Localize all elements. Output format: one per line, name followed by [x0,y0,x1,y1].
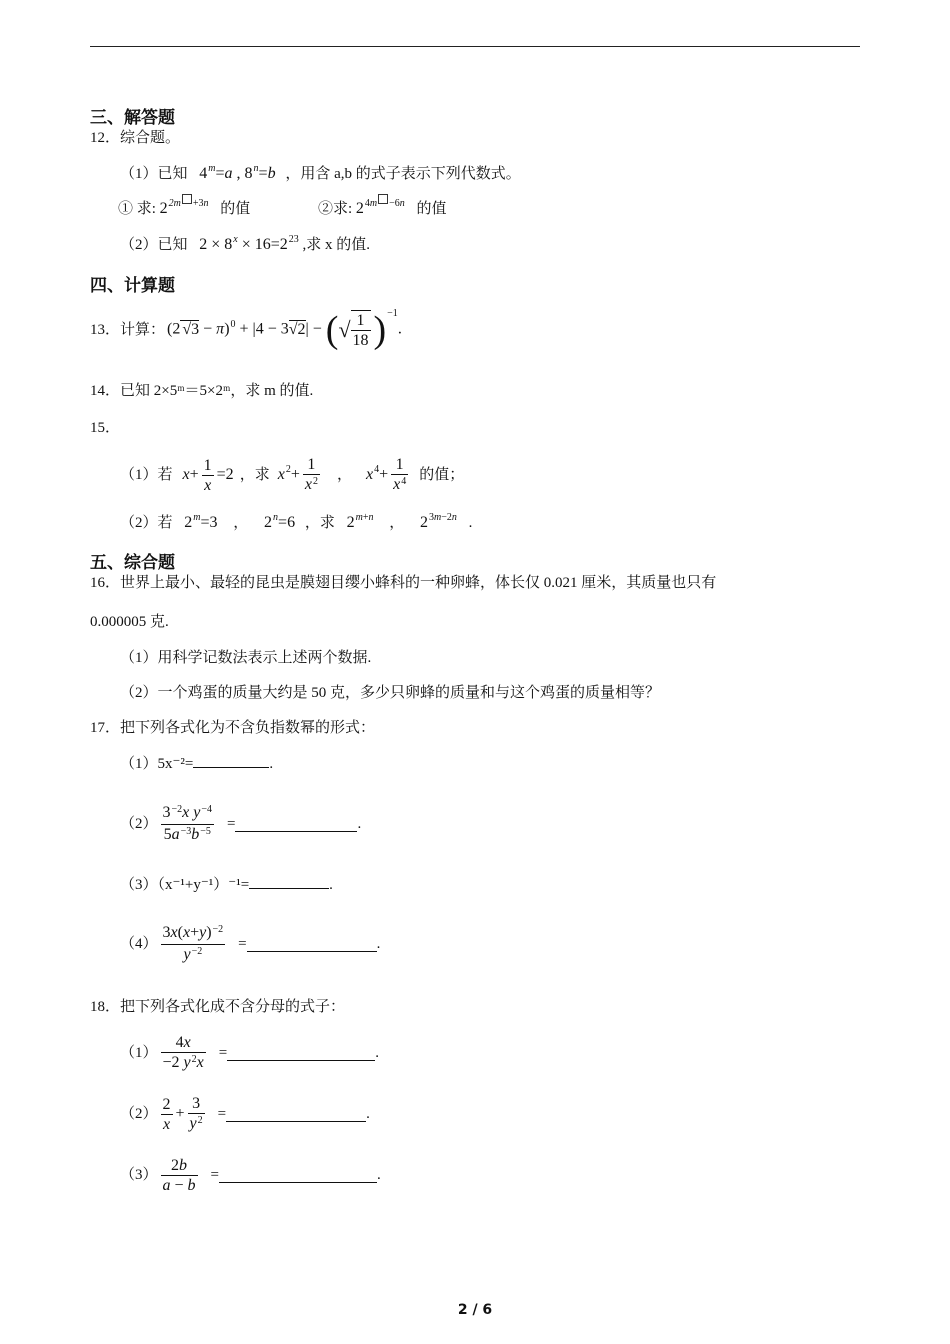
question-17-part-3: （3）（x⁻¹+y⁻¹）⁻¹= . [120,874,333,895]
question-17-part-1: （1）5x⁻²= . [120,753,273,774]
part-label: （4） [120,936,158,952]
formula-calc: (2 √3 − π)$^0$ + |4 − 3√2| − (√ $\frac{1}{18}$ )$^{-1}$. [167,307,402,351]
page-number: 2 / 6 [457,1302,493,1318]
answer-blank[interactable] [219,1168,377,1183]
part-text: 的值； [419,467,465,483]
question-number: 12． [90,130,121,146]
answer-blank[interactable] [249,874,329,889]
section-heading-4: 四、计算题 [90,276,175,296]
part-text: （1）5x⁻²= [120,756,194,772]
section-heading-3: 三、解答题 [90,108,175,128]
question-17-part-2: （2） $\frac{3^{-2}x y^{-4}}{5a^{-3}b^{-5}}$ = . [120,800,361,848]
formula-target-2: $2^{3m-2n}$ [419,512,457,531]
question-18-part-2: （2） $\frac{2}{x}$ + $\frac{3}{y^2}$ = . [120,1094,370,1133]
part-label: （2） [120,816,158,832]
question-16-part-2: （2）一个鸡蛋的质量大约是 50 克，多少只卵蜂的质量和与这个鸡蛋的质量相等？ [120,685,661,701]
part-text: ，求 [304,515,335,531]
formula-condition: x+ $\frac{1}{x}$ =2 [182,456,234,494]
part-label: （2）若 [120,515,173,531]
question-17-part-4: （4） $\frac{3x(x+y)^{-2}}{y^{-2}}$ = . [120,920,380,968]
formula-fraction: $\frac{2b}{a - b}$ [162,1156,196,1194]
part-text: ，用含 a,b 的式子表示下列代数式。 [285,166,521,182]
question-12-title [90,128,180,148]
formula-sub-1: $2^{2m +3n}$ [160,200,209,217]
formula-target-2: $x^4+$ $\frac{1}{x^4}$ [365,455,407,493]
formula-fraction: $\frac{3^{-2}x y^{-4}}{5a^{-3}b^{-5}}$ [162,803,212,843]
formula-equation: $2 \times 8^x \times 16=2^{23}$ [199,234,299,253]
question-13 [90,300,402,360]
part-label: （1）已知 [120,166,188,182]
question-18-part-3: （3） $\frac{2b}{a - b}$ = . [120,1156,381,1194]
section-heading-5: 五、综合题 [90,553,175,573]
question-12-sub-2 [318,199,447,221]
part-label: （1）若 [120,467,173,483]
sub-text: 的值 [416,201,447,217]
question-16-line-2: 0.000005 克. [90,614,169,630]
question-12-part-2 [120,235,370,257]
part-label: （1） [120,1045,158,1061]
part-text: （3）（x⁻¹+y⁻¹）⁻¹= [120,877,250,893]
question-18-title: 18．把下列各式化成不含分母的式子： [90,999,346,1015]
formula-fraction: $\frac{3x(x+y)^{-2}}{y^{-2}}$ [162,923,224,963]
formula-given: $4^m=a$ , $8^n=b$ [199,163,276,182]
formula-sum: $\frac{2}{x}$ + $\frac{3}{y^2}$ [162,1094,203,1133]
sub-label: ① 求: [118,201,156,217]
formula-sub-2: $2^{4m -6n}$ [356,200,405,217]
question-17-title: 17．把下列各式化为不含负指数幂的形式： [90,720,376,736]
answer-blank[interactable] [235,817,357,832]
question-text: 综合题。 [120,130,181,146]
formula-given-2: $2^n=6$ [264,512,296,531]
part-text: ,求 x 的值. [302,237,371,253]
formula-target-1: $2^{m+n}$ [346,512,374,531]
answer-blank[interactable] [193,753,269,768]
question-15-part-1: （1）若 x+ $\frac{1}{x}$ =2 ，求 $x^2+$ $\frac{1}{x^2}$ ， $x^4+$ $\frac{1}{x^4}$ 的值； [120,455,465,494]
header-rule [90,46,860,47]
question-16-line-1: 16．世界上最小、最轻的昆虫是膜翅目缨小蜂科的一种卵蜂，体长仅 0.021 厘米，其质量也只有 [90,575,717,591]
question-12-part-1 [120,164,521,186]
question-18-part-1: （1） $\frac{4x}{-2 y^2x}$ = . [120,1029,379,1077]
formula-given-1: $2^m=3$ [184,512,218,531]
question-15-number: 15． [90,420,121,436]
part-text: ，求 [239,467,270,483]
answer-blank[interactable] [247,937,377,952]
answer-blank[interactable] [227,1046,375,1061]
question-14: 14．已知 2×5ᵐ＝5×2ᵐ，求 m 的值. [90,383,314,399]
part-label: （2）已知 [120,237,188,253]
question-16-part-1: （1）用科学记数法表示上述两个数据. [120,650,372,666]
sub-label: ②求: [318,201,353,217]
question-number: 13． [90,322,121,338]
formula-fraction: $\frac{4x}{-2 y^2x}$ [162,1033,204,1071]
part-label: （2） [120,1106,158,1122]
part-label: （3） [120,1167,158,1183]
question-text: 计算： [120,322,166,338]
formula-target-1: $x^2+$ $\frac{1}{x^2}$ [277,455,318,493]
answer-blank[interactable] [226,1107,366,1122]
sub-text: 的值 [220,201,251,217]
question-15-part-2: （2）若 $2^m=3$ ， $2^n=6$ ，求 $2^{m+n}$ ， $2^{3m-2n}$ . [120,512,473,531]
part-end: . [468,515,473,531]
question-12-sub-1 [118,199,250,221]
